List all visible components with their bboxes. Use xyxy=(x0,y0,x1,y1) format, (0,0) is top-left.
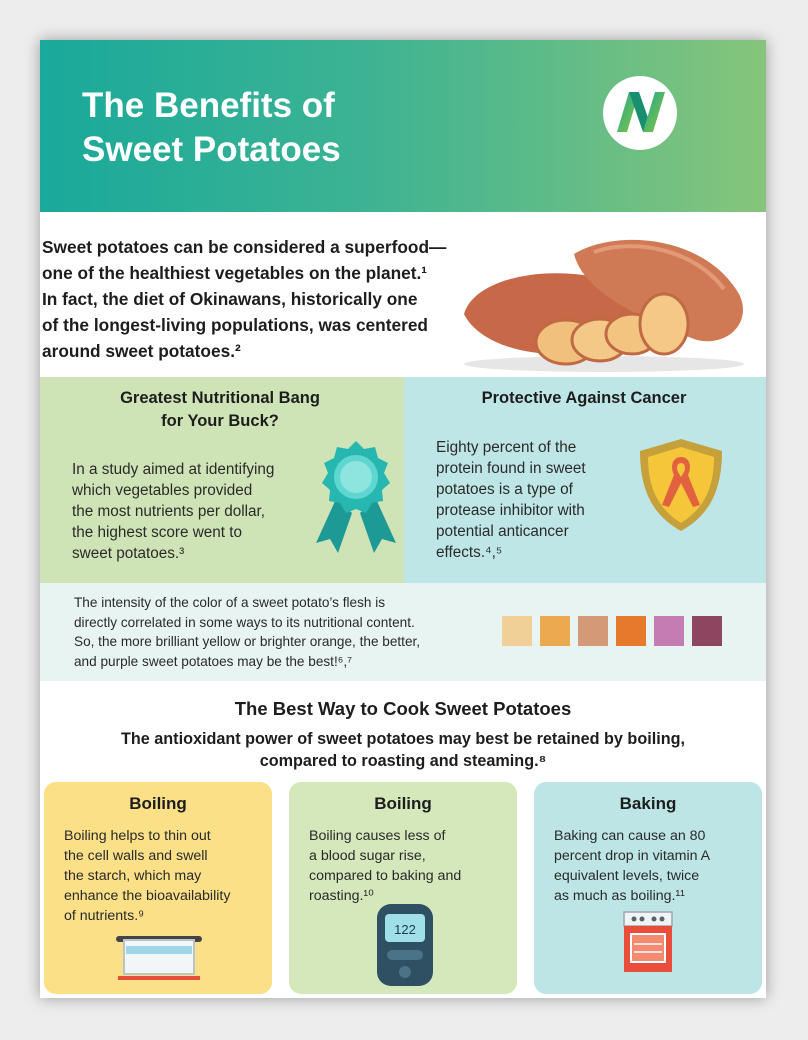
color-swatch xyxy=(578,616,608,646)
cancer-ribbon-shield-icon xyxy=(636,435,726,535)
cooking-card xyxy=(289,782,517,994)
nutrition-benefit-title: Greatest Nutritional Bang for Your Buck? xyxy=(120,389,320,430)
color-swatch xyxy=(654,616,684,646)
glucose-reading: 122 xyxy=(394,922,416,937)
cooking-section-title: The Best Way to Cook Sweet Potatoes xyxy=(234,698,572,719)
cancer-benefit-text: Eighty percent of the protein found in sweet potatoes is a type of protease inhibitor with potential anticancer effects.⁴,⁵ xyxy=(436,439,586,561)
cooking-card-text: Boiling causes less of a blood sugar rise, compared to baking and roasting.¹⁰ xyxy=(309,828,462,904)
cooking-pot-icon xyxy=(114,932,204,982)
cooking-card-title: Boiling xyxy=(374,794,432,813)
title-line-1: The Benefits of xyxy=(82,86,335,125)
cancer-benefit-box xyxy=(404,377,766,583)
oven-icon xyxy=(620,910,676,976)
color-swatch xyxy=(616,616,646,646)
nutrition-benefit-box xyxy=(40,377,404,583)
cooking-section-subtitle: The antioxidant power of sweet potatoes may best be retained by boiling, compared to roasting and steaming.⁸ xyxy=(121,730,685,770)
color-swatch xyxy=(540,616,570,646)
sweet-potato-illustration xyxy=(454,224,754,374)
cooking-card-title: Boiling xyxy=(129,794,187,813)
header-banner xyxy=(40,40,766,212)
glucose-meter-icon xyxy=(373,900,437,990)
color-swatch xyxy=(502,616,532,646)
cancer-benefit-title: Protective Against Cancer xyxy=(481,389,687,407)
cooking-card xyxy=(44,782,272,994)
flesh-color-note xyxy=(40,583,766,681)
page-title xyxy=(82,84,422,172)
award-ribbon-icon xyxy=(308,439,398,559)
cooking-card-text: Baking can cause an 80 percent drop in vitamin A equivalent levels, twice as much as boiling.¹¹ xyxy=(554,828,711,904)
intro-paragraph: Sweet potatoes can be considered a superfood— one of the healthiest vegetables on the planet.¹ In fact, the diet of Okinawans, historically one of the longest-living populations, was centered around sweet potatoes.² xyxy=(42,237,447,361)
color-swatch xyxy=(692,616,722,646)
title-line-2: Sweet Potatoes xyxy=(82,130,341,169)
brand-logo-icon xyxy=(603,76,677,150)
cooking-card xyxy=(534,782,762,994)
cooking-card-text: Boiling helps to thin out the cell walls and swell the starch, which may enhance the bioavailability of nutrients.⁹ xyxy=(64,828,231,924)
nutrition-benefit-text: In a study aimed at identifying which vegetables provided the most nutrients per dollar, the highest score went to sweet potatoes.³ xyxy=(72,461,275,562)
cooking-card-title: Baking xyxy=(619,794,677,813)
infographic-page xyxy=(40,40,766,998)
flesh-color-text: The intensity of the color of a sweet potato’s flesh is directly correlated in some ways to its nutritional content. So, the more brilliant yellow or brighter orange, the better, and purple sweet potatoes may be the best!⁶,⁷ xyxy=(74,595,421,669)
